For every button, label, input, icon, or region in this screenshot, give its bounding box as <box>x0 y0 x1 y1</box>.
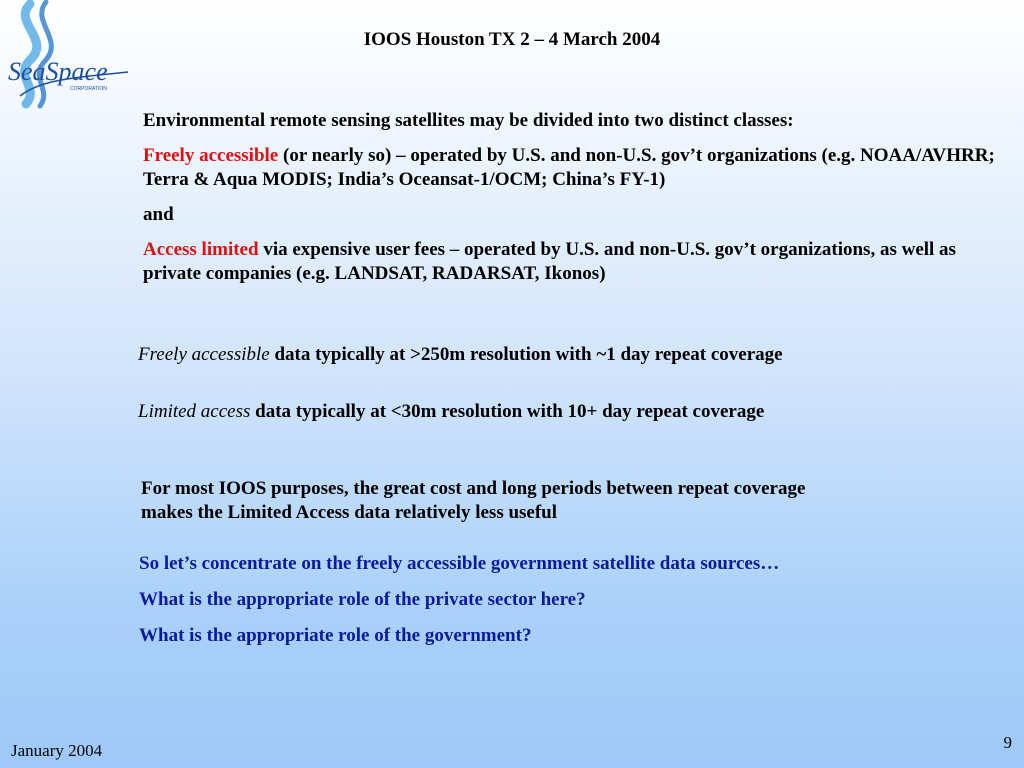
class1-label: Freely accessible <box>143 145 279 166</box>
seaspace-logo <box>0 0 135 110</box>
free-resolution-line <box>138 343 998 367</box>
free-label: Freely accessible <box>138 344 270 365</box>
limited-label: Limited access <box>138 401 251 422</box>
logo-subtext: CORPORATION <box>70 86 107 92</box>
logo-wordmark: SeaSpace <box>8 57 108 86</box>
question-item: What is the appropriate role of the private sector here? <box>139 589 586 610</box>
classes-section <box>143 109 1003 297</box>
class-access-limited <box>143 238 1003 286</box>
limited-resolution-line <box>138 400 998 424</box>
questions-section <box>139 552 1009 660</box>
intro-line: Environmental remote sensing satellites may be divided into two distinct classes: <box>143 110 794 131</box>
question-item: What is the appropriate role of the government? <box>139 625 532 646</box>
class1-text: (or nearly so) – operated by U.S. and non-U.S. gov’t organizations (e.g. NOAA/AVHRR; Terra & Aqua MODIS; India’s Oceansat-1/OCM; China’s FY-1) <box>143 145 995 190</box>
conclusion-text: For most IOOS purposes, the great cost and long periods between repeat coverage makes the Limited Access data relatively less useful <box>141 478 806 523</box>
class2-text: via expensive user fees – operated by U.S. and non-U.S. gov’t organizations, as well as private companies (e.g. LANDSAT, RADARSAT, Ikonos) <box>143 239 956 284</box>
free-text: data typically at >250m resolution with ~1 day repeat coverage <box>269 344 783 365</box>
slide-header: IOOS Houston TX 2 – 4 March 2004 <box>363 29 661 50</box>
footer-date: January 2004 <box>11 741 103 760</box>
and-text: and <box>143 204 174 225</box>
page-number: 9 <box>1003 733 1012 752</box>
question-item: So let’s concentrate on the freely accessible government satellite data sources… <box>139 553 780 574</box>
class-freely-accessible <box>143 144 1003 192</box>
limited-text: data typically at <30m resolution with 10+ day repeat coverage <box>250 401 765 422</box>
class2-label: Access limited <box>143 239 259 260</box>
